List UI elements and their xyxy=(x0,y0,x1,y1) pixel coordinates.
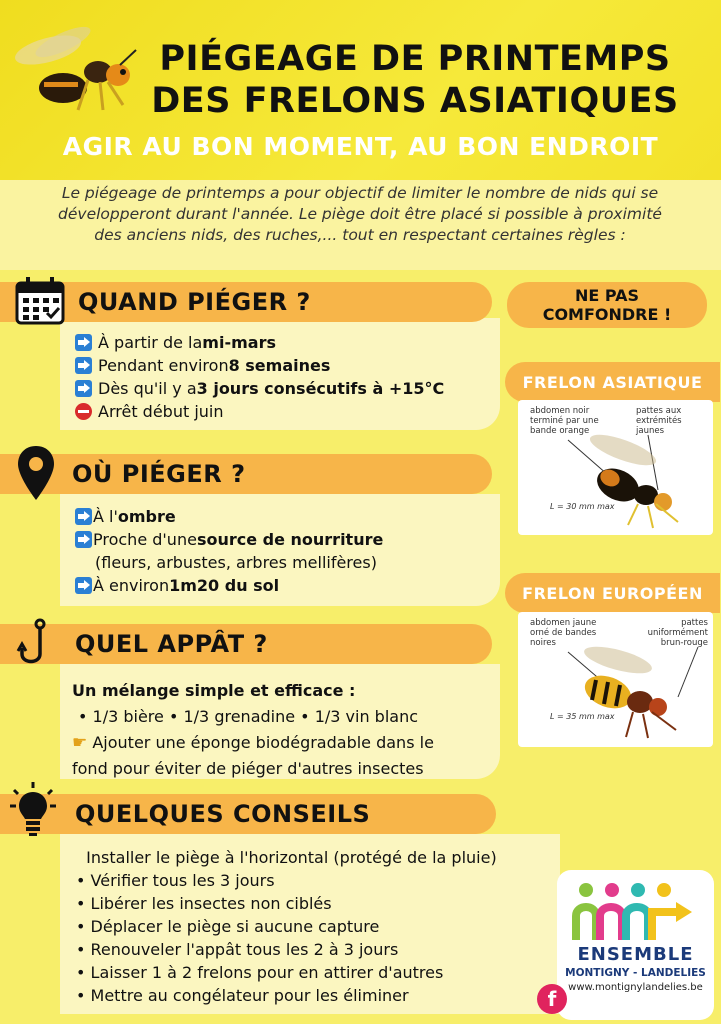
list-item-bold: 1m20 du sol xyxy=(169,576,280,595)
logo-card xyxy=(557,870,714,1020)
quand-list xyxy=(75,331,444,423)
fishing-hook-icon xyxy=(14,618,54,668)
page-subtitle: AGIR AU BON MOMENT, AU BON ENDROIT xyxy=(62,132,659,161)
list-item-text: À partir de la xyxy=(98,333,203,352)
list-item-text: • Laisser 1 à 2 frelons pour en attirer d'autres xyxy=(76,963,444,982)
list-item xyxy=(76,846,497,869)
intro-paragraph xyxy=(20,183,700,246)
intro-line: Le piégeage de printemps a pour objectif de limiter le nombre de nids qui se xyxy=(61,184,659,202)
asian-hornet-header: FRELON ASIATIQUE xyxy=(505,362,720,402)
lightbulb-icon xyxy=(8,780,58,838)
list-item-text: Pendant environ xyxy=(98,356,229,375)
pointing-hand-icon: ☛ xyxy=(72,733,88,753)
title-line-2: DES FRELONS ASIATIQUES xyxy=(151,81,679,121)
appat-mix: • 1/3 bière • 1/3 grenadine • 1/3 vin blanc xyxy=(78,707,419,726)
list-item xyxy=(75,354,444,377)
list-item-bold: 3 jours consécutifs à +15°C xyxy=(196,379,445,398)
asian-label-abdomen: abdomen noir terminé par une bande orange xyxy=(530,406,599,436)
list-item xyxy=(76,915,497,938)
hornet-illustration xyxy=(8,20,148,115)
intro-line: développeront durant l'année. Le piège doit être placé si possible à proximité xyxy=(58,205,662,223)
no-entry-icon xyxy=(75,403,92,420)
page-title xyxy=(130,38,700,122)
title-line-1: PIÉGEAGE DE PRINTEMPS xyxy=(159,39,671,79)
list-item-bold: 8 semaines xyxy=(228,356,331,375)
european-hornet-image xyxy=(548,642,708,742)
list-item-text: • Vérifier tous les 3 jours xyxy=(76,871,275,890)
appat-title: QUEL APPÂT ? xyxy=(75,630,268,658)
list-item-text: Installer le piège à l'horizontal (protégé de la pluie) xyxy=(76,848,497,867)
list-item xyxy=(75,377,444,400)
appat-tip-text: Ajouter une éponge biodégradable dans le xyxy=(92,733,434,752)
list-item-text: • Renouveler l'appât tous les 2 à 3 jours xyxy=(76,940,399,959)
arrow-right-icon xyxy=(75,577,92,594)
logo-place: MONTIGNY - LANDELIES xyxy=(565,967,706,979)
compare-title-line: NE PAS xyxy=(574,286,640,305)
list-item xyxy=(75,331,444,354)
list-item-text: Proche d'une xyxy=(93,530,197,549)
european-length: L = 35 mm max xyxy=(550,712,615,721)
arrow-right-icon xyxy=(75,508,92,525)
list-item-text: À l' xyxy=(93,507,118,526)
website-link[interactable]: www.montignylandelies.be xyxy=(568,982,703,993)
asian-hornet-image xyxy=(548,430,708,530)
arrow-right-icon xyxy=(75,380,92,397)
ensemble-logo-mark xyxy=(572,880,697,942)
appat-lead: Un mélange simple et efficace : xyxy=(72,681,356,700)
conseils-list xyxy=(76,846,497,1007)
list-item-bold: source de nourriture xyxy=(196,530,384,549)
calendar-icon xyxy=(14,275,66,327)
list-item xyxy=(75,505,383,528)
list-item xyxy=(75,574,383,597)
appat-tip-text: fond pour éviter de piéger d'autres insectes xyxy=(72,759,424,778)
appat-content xyxy=(72,678,434,782)
list-item xyxy=(75,400,444,423)
list-item xyxy=(76,984,497,1007)
list-item-text: Dès qu'il y a xyxy=(98,379,197,398)
list-item-text: À environ xyxy=(93,576,170,595)
list-item-text: • Déplacer le piège si aucune capture xyxy=(76,917,380,936)
list-item xyxy=(76,869,497,892)
conseils-title: QUELQUES CONSEILS xyxy=(75,800,371,828)
list-item-text: • Libérer les insectes non ciblés xyxy=(76,894,332,913)
european-hornet-photo xyxy=(518,612,713,747)
logo-name: ENSEMBLE xyxy=(577,944,694,965)
asian-label-legs: pattes aux extrémités jaunes xyxy=(636,406,682,436)
location-pin-icon xyxy=(16,444,56,502)
european-label-legs: pattes uniformément brun-rouge xyxy=(647,618,708,648)
list-item xyxy=(76,892,497,915)
list-item-text: Arrêt début juin xyxy=(98,402,224,421)
compare-badge xyxy=(507,282,707,328)
ou-list xyxy=(75,505,383,597)
european-hornet-header: FRELON EUROPÉEN xyxy=(505,573,720,613)
appat-tip-line xyxy=(72,730,434,756)
arrow-right-icon xyxy=(75,334,92,351)
list-item xyxy=(76,938,497,961)
list-item-text: • Mettre au congélateur pour les éliminer xyxy=(76,986,409,1005)
list-item xyxy=(75,551,383,574)
arrow-right-icon xyxy=(75,357,92,374)
list-item xyxy=(76,961,497,984)
ou-title: OÙ PIÉGER ? xyxy=(72,460,246,488)
list-item-text: (fleurs, arbustes, arbres mellifères) xyxy=(95,553,377,572)
list-item-bold: mi-mars xyxy=(202,333,276,352)
list-item-bold: ombre xyxy=(117,507,176,526)
quand-title: QUAND PIÉGER ? xyxy=(78,288,311,316)
intro-line: des anciens nids, des ruches,... tout en respectant certaines règles : xyxy=(94,226,626,244)
asian-length: L = 30 mm max xyxy=(550,502,615,511)
list-item xyxy=(75,528,383,551)
facebook-icon[interactable]: f xyxy=(537,984,567,1014)
european-label-abdomen: abdomen jaune orné de bandes noires xyxy=(530,618,597,648)
asian-hornet-photo xyxy=(518,400,713,535)
arrow-right-icon xyxy=(75,531,92,548)
compare-title-line: COMFONDRE ! xyxy=(542,305,672,324)
